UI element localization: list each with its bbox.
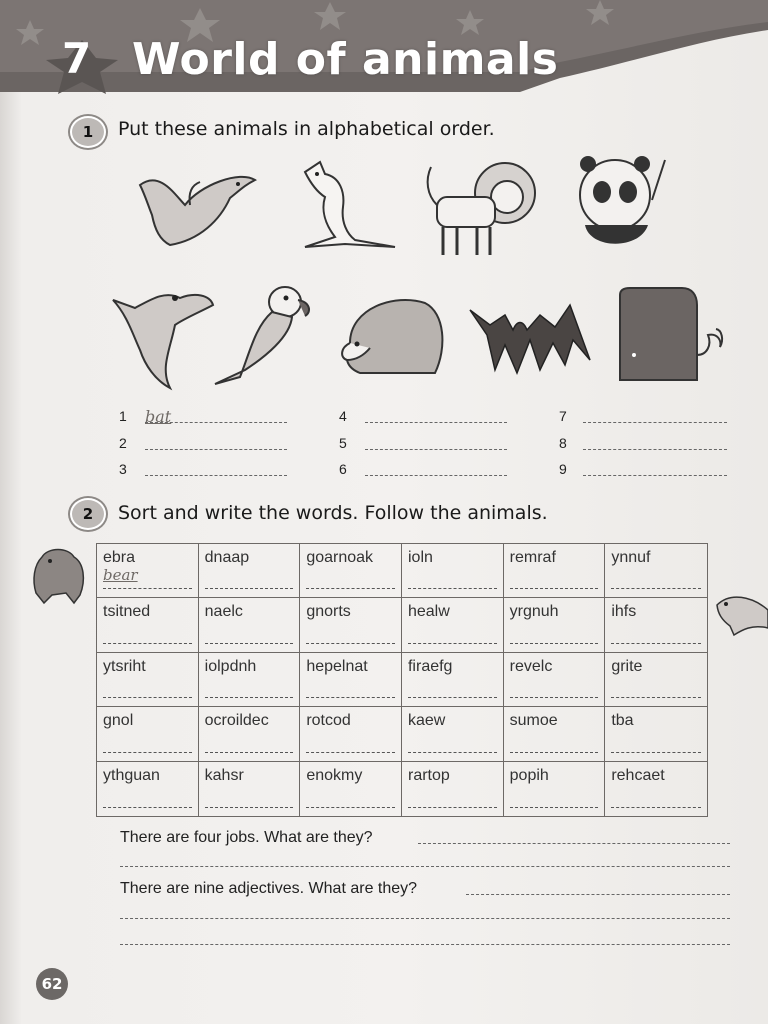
answer-line-6[interactable]	[365, 475, 507, 476]
grid-cell[interactable]	[504, 544, 606, 598]
fish-picture	[712, 590, 768, 642]
answer-number-4: 4	[339, 408, 347, 424]
answer-number-3: 3	[119, 461, 127, 477]
grid-cell[interactable]	[504, 762, 606, 816]
bear-picture	[30, 545, 88, 605]
scrambled-word: rotcod	[306, 712, 351, 730]
answer-number-5: 5	[339, 435, 347, 451]
scrambled-word: ythguan	[103, 766, 160, 784]
answer-line-5[interactable]	[365, 449, 507, 450]
answer-line-9[interactable]	[583, 475, 727, 476]
grid-cell[interactable]	[97, 544, 199, 598]
page-number: 62	[36, 968, 68, 1000]
scrambled-word: tsitned	[103, 603, 151, 621]
grid-cell[interactable]	[199, 762, 301, 816]
scrambled-word: yrgnuh	[509, 603, 559, 621]
unit-banner	[0, 0, 768, 100]
write-line	[408, 807, 497, 808]
grid-cell[interactable]	[300, 653, 402, 707]
write-line	[408, 588, 497, 589]
exercise-1-badge: 1	[70, 116, 106, 148]
write-line	[611, 643, 701, 644]
scrambled-word: rehcaet	[611, 766, 665, 784]
kangaroo-picture	[285, 152, 405, 257]
grid-cell[interactable]	[504, 707, 606, 761]
scrambled-word: goarnoak	[306, 549, 374, 566]
write-line	[510, 643, 599, 644]
write-line	[611, 752, 701, 753]
grid-cell[interactable]	[97, 762, 199, 816]
write-line	[510, 807, 599, 808]
answer-line-8[interactable]	[583, 449, 727, 450]
write-line	[205, 697, 294, 698]
write-line	[611, 697, 701, 698]
grid-cell[interactable]	[402, 544, 504, 598]
answer-line-4[interactable]	[365, 422, 507, 423]
write-line	[103, 643, 192, 644]
scrambled-word: enokmy	[306, 766, 363, 784]
grid-cell[interactable]	[97, 653, 199, 707]
scrambled-word: gnorts	[306, 603, 351, 621]
grid-cell[interactable]	[199, 598, 301, 652]
scrambled-word: dnaap	[204, 549, 250, 566]
exercise-1-instruction: Put these animals in alphabetical order.	[118, 118, 495, 140]
scrambled-word: ebra	[103, 549, 136, 566]
grid-cell[interactable]	[300, 598, 402, 652]
write-line	[408, 697, 497, 698]
scrambled-word: grite	[611, 657, 643, 675]
write-line	[510, 697, 599, 698]
write-line	[306, 643, 395, 644]
whale-picture	[612, 285, 727, 385]
scrambled-word: ynnuf	[611, 549, 651, 566]
grid-cell[interactable]	[402, 762, 504, 816]
write-line	[306, 588, 395, 589]
answer-number-2: 2	[119, 435, 127, 451]
write-line	[205, 752, 294, 753]
answer-line-3[interactable]	[145, 475, 287, 476]
scrambled-word: gnol	[103, 712, 134, 730]
scrambled-word: iolpdnh	[204, 657, 257, 675]
grid-cell[interactable]	[402, 707, 504, 761]
answer-number-7: 7	[559, 408, 567, 424]
write-line	[306, 752, 395, 753]
scrambled-word: rartop	[407, 766, 450, 784]
grid-cell[interactable]	[199, 544, 301, 598]
unit-title: World of animals	[132, 34, 559, 85]
write-line	[510, 752, 599, 753]
write-line	[611, 588, 701, 589]
scrambled-word: hepelnat	[306, 657, 368, 675]
hedgehog-picture	[335, 288, 450, 383]
scrambled-word: popih	[509, 766, 549, 784]
scrambled-word: ihfs	[611, 603, 637, 621]
scrambled-word: naelc	[204, 603, 243, 621]
shark-picture	[105, 280, 220, 395]
scrambled-word: kaew	[407, 712, 446, 730]
grid-cell[interactable]	[402, 653, 504, 707]
panda-picture	[560, 150, 675, 265]
write-line	[306, 697, 395, 698]
grid-cell[interactable]	[97, 598, 199, 652]
word-grid	[96, 543, 708, 817]
lion-picture	[415, 155, 540, 260]
answer-number-1: 1	[119, 408, 127, 424]
scrambled-word: ioln	[407, 549, 433, 566]
write-line	[103, 588, 192, 589]
jobs-answer-line-2[interactable]	[120, 866, 730, 867]
write-line	[611, 807, 701, 808]
grid-cell[interactable]	[402, 598, 504, 652]
parrot-picture	[210, 282, 320, 392]
grid-cell[interactable]	[300, 762, 402, 816]
adjectives-answer-line-2[interactable]	[120, 918, 730, 919]
grid-cell[interactable]	[605, 707, 707, 761]
write-line	[205, 643, 294, 644]
grid-cell[interactable]	[605, 762, 707, 816]
grid-cell[interactable]	[199, 707, 301, 761]
write-line	[103, 752, 192, 753]
dolphin-picture	[130, 160, 260, 255]
question-jobs: There are four jobs. What are they?	[120, 829, 373, 846]
grid-cell[interactable]	[504, 653, 606, 707]
scrambled-word: healw	[407, 603, 450, 621]
write-line	[408, 752, 497, 753]
answer-value-1: bat	[145, 407, 172, 426]
exercise-2-badge: 2	[70, 498, 106, 530]
grid-cell[interactable]	[605, 598, 707, 652]
grid-cell[interactable]	[605, 544, 707, 598]
scrambled-word: sumoe	[509, 712, 558, 730]
write-line	[408, 643, 497, 644]
grid-cell[interactable]	[300, 544, 402, 598]
write-line	[510, 588, 599, 589]
adjectives-answer-line-3[interactable]	[120, 944, 730, 945]
answer-number-6: 6	[339, 461, 347, 477]
adjectives-answer-line-1[interactable]	[466, 894, 730, 895]
unit-number: 7	[62, 34, 92, 83]
answer-word: bear	[103, 566, 138, 584]
grid-cell[interactable]	[504, 598, 606, 652]
scrambled-word: ytsriht	[103, 657, 146, 675]
question-adjectives: There are nine adjectives. What are they?	[120, 880, 418, 897]
scrambled-word: revelc	[509, 657, 553, 675]
scrambled-word: tba	[611, 712, 634, 730]
scrambled-word: firaefg	[407, 657, 453, 675]
write-line	[103, 697, 192, 698]
answer-number-8: 8	[559, 435, 567, 451]
grid-cell[interactable]	[199, 653, 301, 707]
write-line	[306, 807, 395, 808]
scrambled-word: kahsr	[204, 766, 244, 784]
scrambled-word: remraf	[509, 549, 556, 566]
answer-line-2[interactable]	[145, 449, 287, 450]
grid-cell[interactable]	[605, 653, 707, 707]
scrambled-word: ocroildec	[204, 712, 269, 730]
jobs-answer-line-1[interactable]	[418, 843, 730, 844]
write-line	[205, 807, 294, 808]
answer-line-7[interactable]	[583, 422, 727, 423]
answer-number-9: 9	[559, 461, 567, 477]
grid-cell[interactable]	[300, 707, 402, 761]
grid-cell[interactable]	[97, 707, 199, 761]
bat-picture	[465, 295, 595, 385]
write-line	[103, 807, 192, 808]
write-line	[205, 588, 294, 589]
exercise-2-instruction: Sort and write the words. Follow the animals.	[118, 502, 548, 524]
